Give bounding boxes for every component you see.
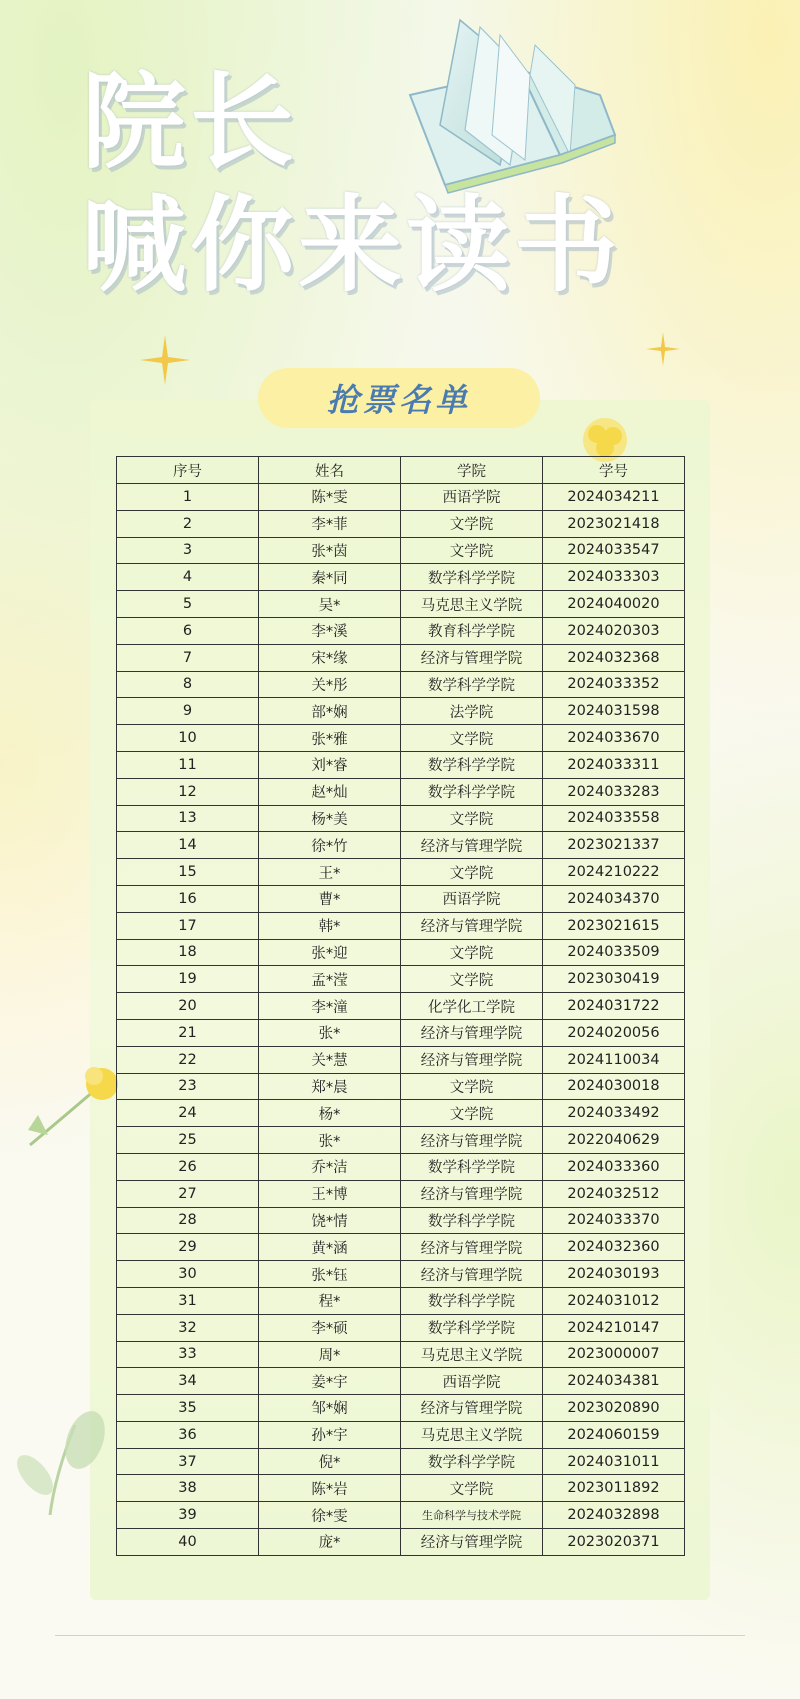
cell-student-id: 2024033509: [543, 939, 685, 966]
table-row: [117, 510, 685, 537]
cell-student-id: 2024020303: [543, 617, 685, 644]
table-row: [117, 1529, 685, 1556]
cell-college: 经济与管理学院: [401, 1261, 543, 1288]
cell-name: 黄*涵: [259, 1234, 401, 1261]
cell-college: 经济与管理学院: [401, 1019, 543, 1046]
table-row: [117, 617, 685, 644]
cell-index: 25: [117, 1127, 259, 1154]
cell-index: 6: [117, 617, 259, 644]
cell-index: 23: [117, 1073, 259, 1100]
cell-student-id: 2024210147: [543, 1314, 685, 1341]
cell-index: 20: [117, 993, 259, 1020]
table-row: [117, 939, 685, 966]
cell-name: 乔*洁: [259, 1153, 401, 1180]
table-row: [117, 1261, 685, 1288]
cell-student-id: 2024034211: [543, 484, 685, 511]
table-row: [117, 832, 685, 859]
table-row: [117, 1448, 685, 1475]
cell-name: 孙*宇: [259, 1421, 401, 1448]
cell-name: 赵*灿: [259, 778, 401, 805]
cell-college: 文学院: [401, 859, 543, 886]
cell-college: 文学院: [401, 537, 543, 564]
table-row: [117, 912, 685, 939]
cell-index: 39: [117, 1502, 259, 1529]
cell-college: 西语学院: [401, 885, 543, 912]
cell-student-id: 2024032360: [543, 1234, 685, 1261]
cell-name: 张*迎: [259, 939, 401, 966]
table-row: [117, 591, 685, 618]
title-line-2: 喊你来读书: [82, 184, 623, 306]
cell-student-id: 2023011892: [543, 1475, 685, 1502]
cell-college: 西语学院: [401, 1368, 543, 1395]
cell-college: 教育科学学院: [401, 617, 543, 644]
cell-index: 15: [117, 859, 259, 886]
cell-student-id: 2023021615: [543, 912, 685, 939]
cell-name: 李*潼: [259, 993, 401, 1020]
cell-name: 李*硕: [259, 1314, 401, 1341]
header-student-id: 学号: [543, 457, 685, 484]
cell-student-id: 2024033360: [543, 1153, 685, 1180]
cell-name: 关*慧: [259, 1046, 401, 1073]
cell-college: 经济与管理学院: [401, 1046, 543, 1073]
banner-pill: [258, 368, 540, 428]
cell-college: 化学化工学院: [401, 993, 543, 1020]
cell-name: 邹*娴: [259, 1395, 401, 1422]
cell-index: 30: [117, 1261, 259, 1288]
sparkle-icon: [646, 332, 680, 366]
table-row: [117, 1127, 685, 1154]
cell-index: 13: [117, 805, 259, 832]
cell-college: 文学院: [401, 939, 543, 966]
table-row: [117, 1180, 685, 1207]
cell-index: 29: [117, 1234, 259, 1261]
cell-name: 张*: [259, 1127, 401, 1154]
cell-student-id: 2024030193: [543, 1261, 685, 1288]
cell-college: 经济与管理学院: [401, 1234, 543, 1261]
cell-index: 18: [117, 939, 259, 966]
cell-college: 西语学院: [401, 484, 543, 511]
yellow-flower-icon: [20, 1060, 120, 1150]
table-row: [117, 1287, 685, 1314]
table-row: [117, 751, 685, 778]
cell-index: 37: [117, 1448, 259, 1475]
cell-name: 郑*晨: [259, 1073, 401, 1100]
cell-name: 孟*滢: [259, 966, 401, 993]
cell-index: 36: [117, 1421, 259, 1448]
cell-college: 数学科学学院: [401, 1153, 543, 1180]
cell-college: 文学院: [401, 1475, 543, 1502]
cell-student-id: 2023020371: [543, 1529, 685, 1556]
cell-college: 数学科学学院: [401, 564, 543, 591]
cell-index: 5: [117, 591, 259, 618]
cell-name: 饶*情: [259, 1207, 401, 1234]
cell-index: 27: [117, 1180, 259, 1207]
cell-student-id: 2023020890: [543, 1395, 685, 1422]
cell-name: 姜*宇: [259, 1368, 401, 1395]
cell-index: 40: [117, 1529, 259, 1556]
cell-index: 34: [117, 1368, 259, 1395]
cell-index: 4: [117, 564, 259, 591]
table-row: [117, 564, 685, 591]
cell-name: 杨*美: [259, 805, 401, 832]
cell-name: 王*博: [259, 1180, 401, 1207]
cell-index: 28: [117, 1207, 259, 1234]
cell-name: 秦*同: [259, 564, 401, 591]
cell-college: 生命科学与技术学院: [401, 1502, 543, 1529]
cell-college: 马克思主义学院: [401, 1421, 543, 1448]
cell-name: 徐*竹: [259, 832, 401, 859]
cell-index: 35: [117, 1395, 259, 1422]
cell-college: 数学科学学院: [401, 1448, 543, 1475]
cell-student-id: 2023030419: [543, 966, 685, 993]
table-body: [117, 484, 685, 1556]
title-line-1: 院长: [82, 61, 299, 183]
cell-student-id: 2024031722: [543, 993, 685, 1020]
cell-name: 杨*: [259, 1100, 401, 1127]
cell-index: 16: [117, 885, 259, 912]
cell-name: 陈*雯: [259, 484, 401, 511]
table-row: [117, 1475, 685, 1502]
cell-index: 32: [117, 1314, 259, 1341]
cell-index: 21: [117, 1019, 259, 1046]
cell-index: 19: [117, 966, 259, 993]
cell-college: 文学院: [401, 805, 543, 832]
cell-student-id: 2024033492: [543, 1100, 685, 1127]
table-row: [117, 859, 685, 886]
cell-student-id: 2024031598: [543, 698, 685, 725]
cell-name: 倪*: [259, 1448, 401, 1475]
cell-college: 文学院: [401, 510, 543, 537]
cell-college: 经济与管理学院: [401, 1529, 543, 1556]
table-header-row: [117, 457, 685, 484]
table-row: [117, 537, 685, 564]
cell-student-id: 2023000007: [543, 1341, 685, 1368]
cell-index: 2: [117, 510, 259, 537]
cell-college: 数学科学学院: [401, 1207, 543, 1234]
cell-name: 张*茵: [259, 537, 401, 564]
cell-student-id: 2024033670: [543, 725, 685, 752]
cell-student-id: 2024031011: [543, 1448, 685, 1475]
cell-student-id: 2024020056: [543, 1019, 685, 1046]
cell-name: 关*彤: [259, 671, 401, 698]
table-row: [117, 1421, 685, 1448]
bottom-divider: [55, 1635, 745, 1636]
cell-student-id: 2024032512: [543, 1180, 685, 1207]
table-row: [117, 805, 685, 832]
cell-index: 12: [117, 778, 259, 805]
cell-index: 38: [117, 1475, 259, 1502]
cell-student-id: 2024033547: [543, 537, 685, 564]
cell-college: 数学科学学院: [401, 1287, 543, 1314]
cell-college: 文学院: [401, 725, 543, 752]
cell-student-id: 2024060159: [543, 1421, 685, 1448]
table-row: [117, 725, 685, 752]
table-row: [117, 885, 685, 912]
cell-name: 刘*睿: [259, 751, 401, 778]
cell-college: 数学科学学院: [401, 1314, 543, 1341]
table-row: [117, 1153, 685, 1180]
table-row: [117, 1314, 685, 1341]
cell-student-id: 2024110034: [543, 1046, 685, 1073]
table-row: [117, 484, 685, 511]
cell-college: 经济与管理学院: [401, 832, 543, 859]
cell-student-id: 2024033370: [543, 1207, 685, 1234]
cell-college: 文学院: [401, 1100, 543, 1127]
cell-college: 文学院: [401, 966, 543, 993]
table-row: [117, 1395, 685, 1422]
cell-college: 经济与管理学院: [401, 644, 543, 671]
cell-name: 张*雅: [259, 725, 401, 752]
cell-index: 11: [117, 751, 259, 778]
table-row: [117, 698, 685, 725]
cell-index: 3: [117, 537, 259, 564]
cell-student-id: 2024040020: [543, 591, 685, 618]
roster-table: [116, 456, 685, 1556]
table-row: [117, 671, 685, 698]
cell-name: 陈*岩: [259, 1475, 401, 1502]
cell-index: 9: [117, 698, 259, 725]
cell-name: 王*: [259, 859, 401, 886]
table-row: [117, 644, 685, 671]
cell-student-id: 2022040629: [543, 1127, 685, 1154]
cell-index: 31: [117, 1287, 259, 1314]
header-index: 序号: [117, 457, 259, 484]
table-row: [117, 993, 685, 1020]
cell-student-id: 2024033303: [543, 564, 685, 591]
cell-student-id: 2024032898: [543, 1502, 685, 1529]
table-row: [117, 1019, 685, 1046]
cell-index: 10: [117, 725, 259, 752]
cell-index: 1: [117, 484, 259, 511]
cell-college: 经济与管理学院: [401, 912, 543, 939]
cell-student-id: 2024033558: [543, 805, 685, 832]
cell-student-id: 2024210222: [543, 859, 685, 886]
cell-name: 宋*缘: [259, 644, 401, 671]
cell-index: 8: [117, 671, 259, 698]
table-row: [117, 1046, 685, 1073]
cell-student-id: 2023021418: [543, 510, 685, 537]
cell-student-id: 2024033283: [543, 778, 685, 805]
cell-student-id: 2024034370: [543, 885, 685, 912]
cell-name: 程*: [259, 1287, 401, 1314]
cell-name: 李*菲: [259, 510, 401, 537]
cell-college: 经济与管理学院: [401, 1180, 543, 1207]
cell-college: 经济与管理学院: [401, 1395, 543, 1422]
open-book-illustration: [400, 15, 630, 195]
table-row: [117, 1234, 685, 1261]
cell-name: 周*: [259, 1341, 401, 1368]
cell-student-id: 2024031012: [543, 1287, 685, 1314]
sparkle-icon: [140, 335, 190, 385]
cell-student-id: 2024033311: [543, 751, 685, 778]
header-college: 学院: [401, 457, 543, 484]
table-row: [117, 1100, 685, 1127]
cell-college: 数学科学学院: [401, 671, 543, 698]
cell-index: 33: [117, 1341, 259, 1368]
table-row: [117, 1368, 685, 1395]
cell-name: 徐*雯: [259, 1502, 401, 1529]
cell-college: 经济与管理学院: [401, 1127, 543, 1154]
cell-index: 26: [117, 1153, 259, 1180]
cell-college: 马克思主义学院: [401, 1341, 543, 1368]
table-row: [117, 1341, 685, 1368]
cell-name: 曹*: [259, 885, 401, 912]
cell-college: 马克思主义学院: [401, 591, 543, 618]
table-row: [117, 966, 685, 993]
cell-student-id: 2024030018: [543, 1073, 685, 1100]
cell-index: 7: [117, 644, 259, 671]
table-row: [117, 1502, 685, 1529]
cell-name: 张*: [259, 1019, 401, 1046]
cell-college: 文学院: [401, 1073, 543, 1100]
banner-title: 抢票名单: [326, 381, 471, 419]
cell-college: 数学科学学院: [401, 778, 543, 805]
cell-name: 张*钰: [259, 1261, 401, 1288]
cell-student-id: 2023021337: [543, 832, 685, 859]
cell-name: 庞*: [259, 1529, 401, 1556]
table-row: [117, 1207, 685, 1234]
cell-student-id: 2024033352: [543, 671, 685, 698]
cell-index: 17: [117, 912, 259, 939]
cell-college: 法学院: [401, 698, 543, 725]
cell-college: 数学科学学院: [401, 751, 543, 778]
cell-name: 韩*: [259, 912, 401, 939]
cell-name: 部*娴: [259, 698, 401, 725]
cell-index: 14: [117, 832, 259, 859]
header-name: 姓名: [259, 457, 401, 484]
table-row: [117, 1073, 685, 1100]
cell-index: 22: [117, 1046, 259, 1073]
cell-student-id: 2024034381: [543, 1368, 685, 1395]
cell-name: 李*溪: [259, 617, 401, 644]
table-row: [117, 778, 685, 805]
cell-student-id: 2024032368: [543, 644, 685, 671]
leaf-sprig-icon: [5, 1405, 115, 1515]
cell-index: 24: [117, 1100, 259, 1127]
cell-name: 吴*: [259, 591, 401, 618]
